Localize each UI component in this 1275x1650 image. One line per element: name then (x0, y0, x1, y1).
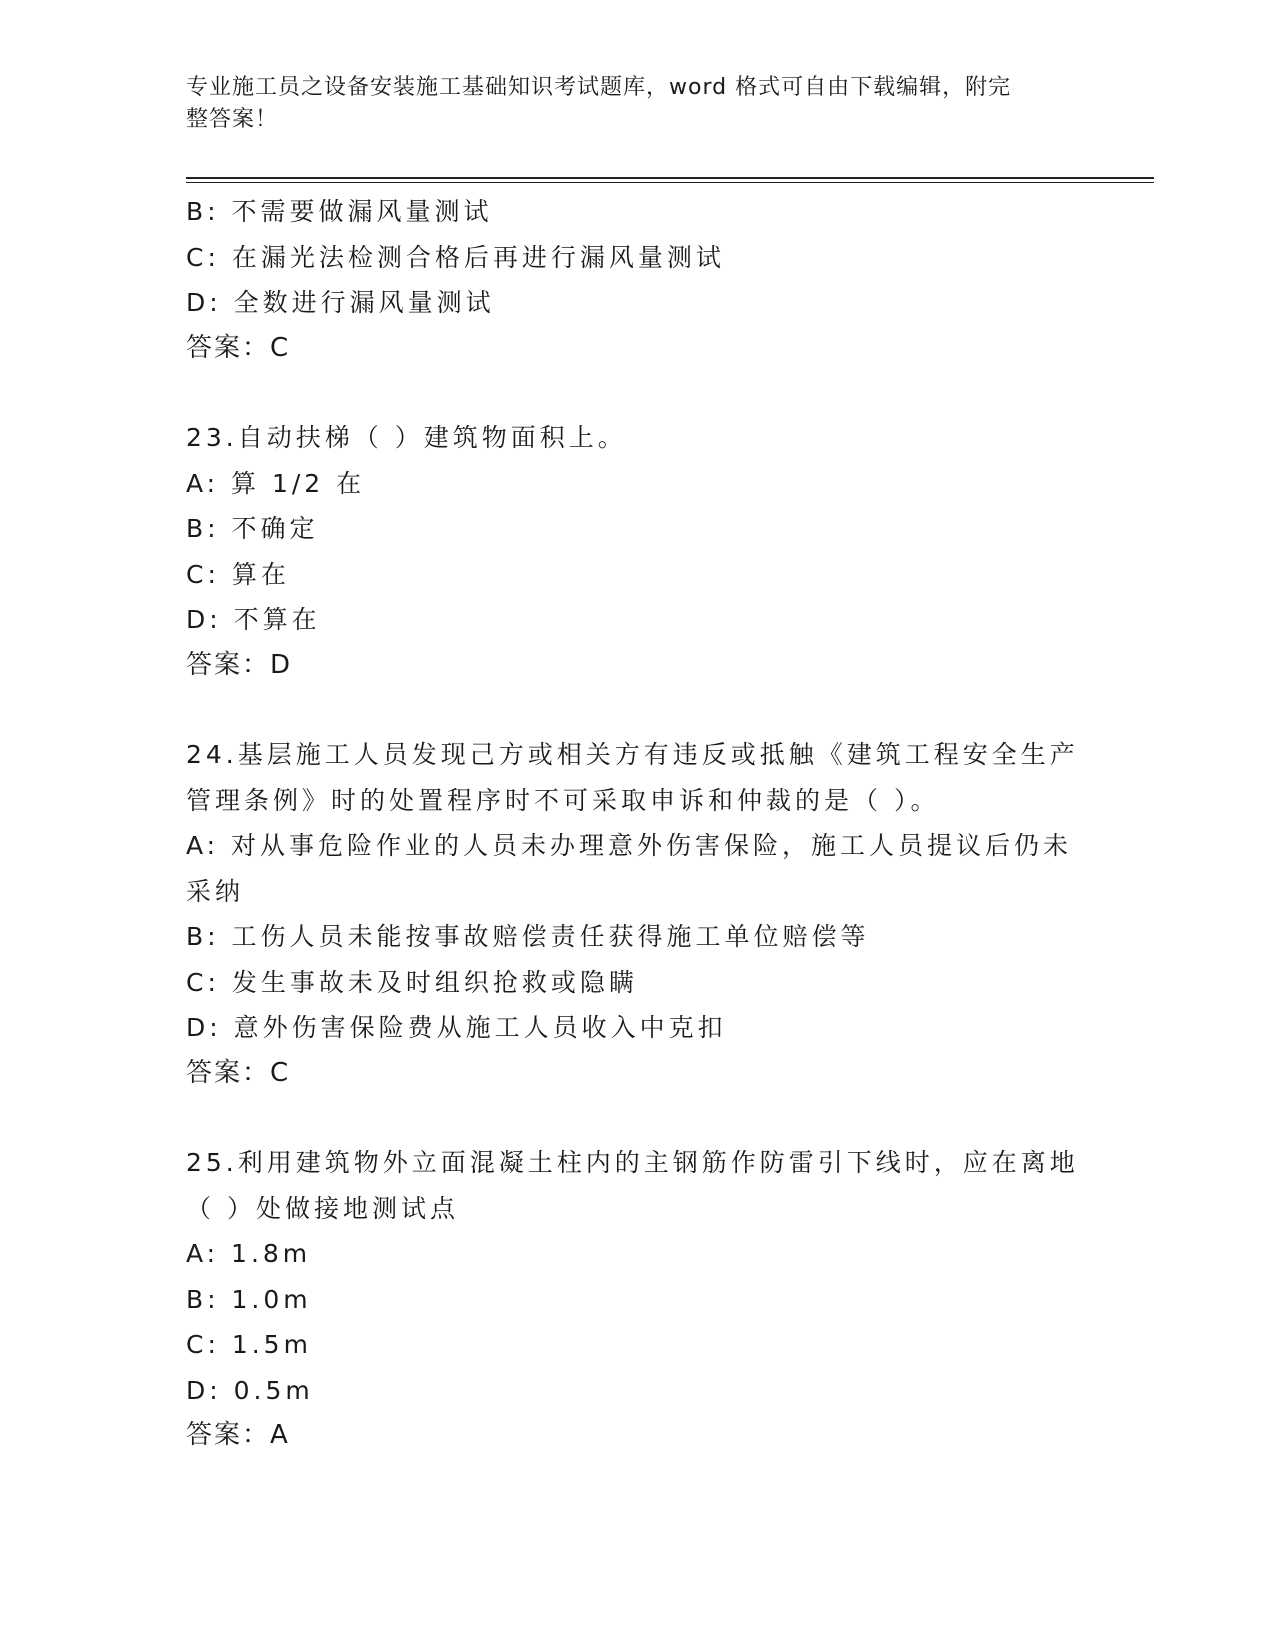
option-d: D: 意外伤害保险费从施工人员收入中克扣 (186, 1013, 727, 1042)
header-title-line-1: 专业施工员之设备安装施工基础知识考试题库，word 格式可自由下载编辑，附完 (186, 75, 1012, 100)
question-22 (186, 189, 1086, 371)
header-divider-thin (186, 182, 1154, 183)
option-b: B: 不确定 (186, 514, 319, 543)
question-24 (186, 732, 1086, 1096)
answer: 答案：C (186, 332, 291, 363)
answer: 答案：C (186, 1057, 291, 1088)
header-title-line-2: 整答案！ (186, 107, 279, 132)
option-c: C: 发生事故未及时组织抢救或隐瞒 (186, 967, 638, 997)
document-header (186, 72, 1066, 136)
option-b: B: 1.0m (186, 1284, 312, 1314)
question-text-line-1: 25.利用建筑物外立面混凝土柱内的主钢筋作防雷引下线时，应在离地 (186, 1148, 1079, 1177)
option-d: D: 0.5m (186, 1375, 314, 1405)
option-b: B: 不需要做漏风量测试 (186, 197, 493, 226)
header-divider-thick (186, 177, 1154, 179)
option-b: B: 工伤人员未能按事故赔偿责任获得施工单位赔偿等 (186, 922, 870, 951)
option-c: C: 在漏光法检测合格后再进行漏风量测试 (186, 242, 725, 272)
option-d: D: 不算在 (186, 605, 321, 634)
answer: 答案：A (186, 1420, 290, 1450)
option-d: D: 全数进行漏风量测试 (186, 288, 495, 317)
question-23 (186, 415, 1086, 688)
option-a: A: 1.8m (186, 1239, 312, 1268)
question-text-line-2: （ ）处做接地测试点 (186, 1193, 459, 1223)
question-list (186, 189, 1086, 1459)
option-a: A: 算 1/2 在 (186, 468, 366, 498)
question-text-line-1: 24.基层施工人员发现己方或相关方有违反或抵触《建筑工程安全生产 (186, 740, 1079, 769)
option-a-line-2: 采纳 (186, 876, 245, 906)
option-a-line-1: A: 对从事危险作业的人员未办理意外伤害保险，施工人员提议后仍未 (186, 831, 1073, 860)
option-c: C: 1.5m (186, 1330, 312, 1359)
answer: 答案：D (186, 649, 293, 680)
option-c: C: 算在 (186, 559, 290, 589)
question-text-line-2: 管理条例》时的处置程序时不可采取申诉和仲裁的是（ ）。 (186, 785, 940, 815)
question-25 (186, 1140, 1086, 1459)
question-text: 23.自动扶梯（ ）建筑物面积上。 (186, 423, 627, 452)
